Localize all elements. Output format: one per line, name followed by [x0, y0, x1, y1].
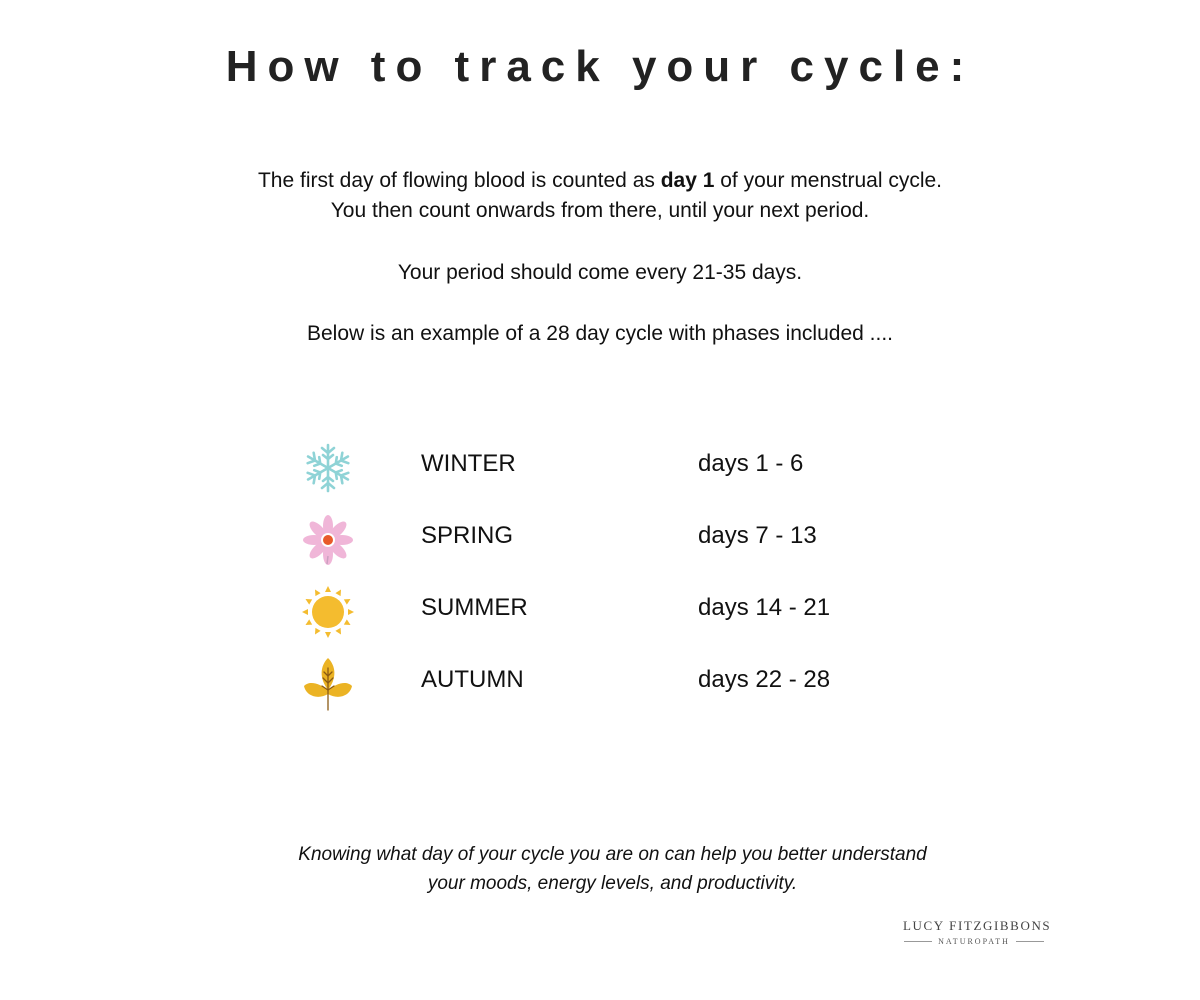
phase-name-spring: SPRING: [421, 522, 514, 549]
phase-days-winter: days 1 - 6: [698, 450, 804, 477]
phase-list: [300, 436, 900, 724]
brand-subtitle-row: [903, 937, 1045, 946]
intro-paragraph: [0, 166, 1200, 226]
intro-text-before: The first day of flowing blood is counted as: [257, 169, 661, 192]
closing-line-1: Knowing what day of your cycle you are on can help you better understand: [298, 844, 927, 865]
brand-subtitle: NATUROPATH: [938, 937, 1010, 946]
phase-name-winter: WINTER: [421, 450, 516, 477]
intro-count-line: You then count onwards from there, until your next period.: [330, 199, 870, 222]
sun-icon: [300, 584, 356, 640]
phase-row-winter: [300, 436, 900, 508]
phase-name-summer: SUMMER: [421, 594, 528, 621]
intro-text-after: of your menstrual cycle.: [714, 169, 943, 192]
phase-days-spring: days 7 - 13: [698, 522, 817, 549]
brand-name: LUCY FITZGIBBONS: [903, 918, 1052, 933]
brand-divider-left: [904, 941, 932, 942]
phase-days-summer: days 14 - 21: [698, 594, 831, 621]
flower-icon: [300, 512, 356, 568]
intro-day-one: day 1: [660, 169, 715, 192]
phase-row-spring: [300, 508, 900, 580]
phase-row-autumn: [300, 652, 900, 724]
phase-row-summer: [300, 580, 900, 652]
brand-divider-right: [1016, 941, 1044, 942]
closing-line-2: your moods, energy levels, and productivity.: [427, 873, 798, 894]
brand-logo: [903, 918, 1052, 946]
leaf-icon: [300, 656, 356, 712]
example-intro-text: Below is an example of a 28 day cycle with phases included ....: [307, 322, 893, 345]
snowflake-icon: [300, 440, 356, 496]
phase-name-autumn: AUTUMN: [421, 666, 524, 693]
closing-note: [0, 840, 1200, 898]
period-frequency-text: Your period should come every 21-35 days.: [397, 261, 803, 284]
phase-days-autumn: days 22 - 28: [698, 666, 831, 693]
page-title: How to track your cycle:: [225, 42, 975, 91]
